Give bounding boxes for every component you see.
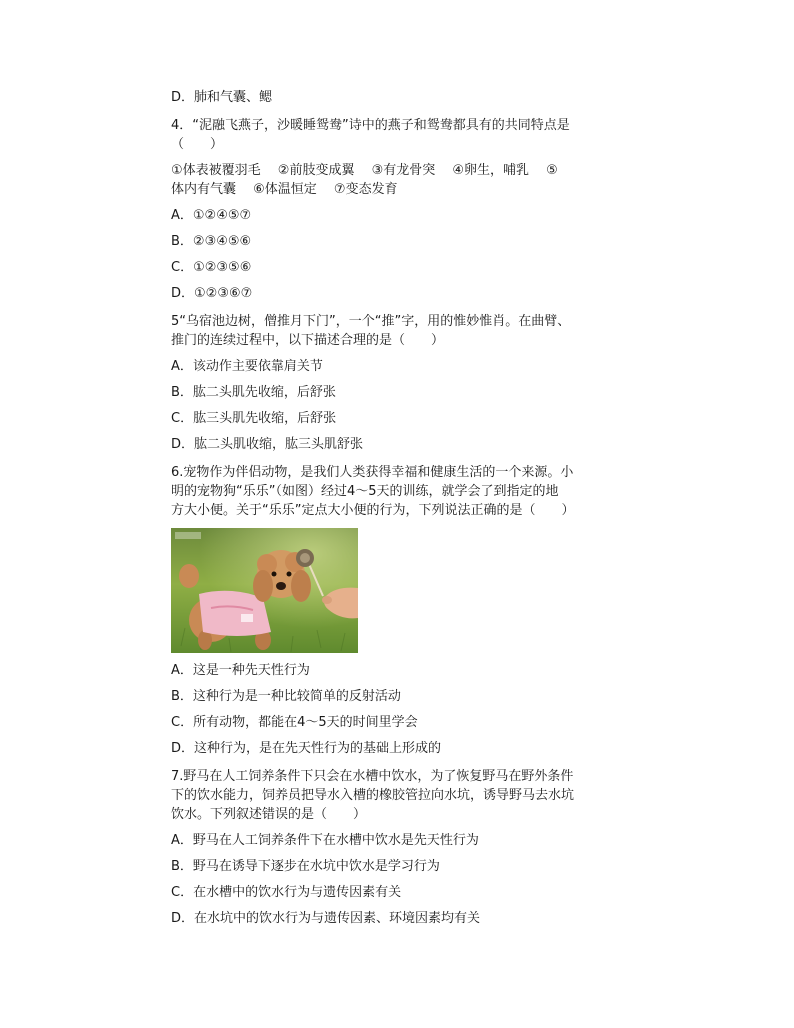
q4-option-b: B．②③④⑤⑥ xyxy=(171,234,252,249)
q5-stem-line2: 推门的连续过程中，以下描述合理的是（ ） xyxy=(171,333,445,348)
q5-option-d: D．肱二头肌收缩，肱三头肌舒张 xyxy=(171,437,364,452)
q5-option-b: B．肱二头肌先收缩，后舒张 xyxy=(171,385,336,400)
q7-option-d: D．在水坑中的饮水行为与遗传因素、环境因素均有关 xyxy=(171,911,481,926)
question-6 xyxy=(171,463,631,758)
q6-stem-line1: 6.宠物作为伴侣动物，是我们人类获得幸福和健康生活的一个来源。小 xyxy=(171,465,574,480)
q6-stem-line2: 明的宠物狗“乐乐”（如图）经过4～5天的训练，就学会了到指定的地 xyxy=(171,484,559,499)
q4-option-a: A．①②④⑤⑦ xyxy=(171,208,252,223)
q4-option-d: D．①②③⑥⑦ xyxy=(171,286,253,301)
q4-traits-line2: 体内有气囊 ⑥体温恒定 ⑦变态发育 xyxy=(171,182,398,197)
q4-option-c: C．①②③⑤⑥ xyxy=(171,260,252,275)
q7-option-a: A．野马在人工饲养条件下在水槽中饮水是先天性行为 xyxy=(171,833,479,848)
q7-stem-line2: 下的饮水能力，饲养员把导水入槽的橡胶管拉向水坑，诱导野马去水坑 xyxy=(171,788,575,803)
question-5 xyxy=(171,312,631,454)
q6-option-d: D．这种行为，是在先天性行为的基础上形成的 xyxy=(171,741,442,756)
q7-option-b: B．野马在诱导下逐步在水坑中饮水是学习行为 xyxy=(171,859,440,874)
q6-option-c: C．所有动物，都能在4～5天的时间里学会 xyxy=(171,715,418,730)
q4-traits-line1: ①体表被覆羽毛 ②前肢变成翼 ③有龙骨突 ④卵生，哺乳 ⑤ xyxy=(171,163,558,178)
q6-option-a: A．这是一种先天性行为 xyxy=(171,663,310,678)
dog-photo xyxy=(171,528,358,653)
question-7 xyxy=(171,767,631,928)
q5-option-c: C．肱三头肌先收缩，后舒张 xyxy=(171,411,337,426)
question-4 xyxy=(171,116,631,303)
q3-option-d: D．肺和气囊、鳃 xyxy=(171,90,273,105)
q5-stem-line1: 5“乌宿池边树，僧推月下门”，一个“推”字，用的惟妙惟肖。在曲臂、 xyxy=(171,314,571,329)
q5-option-a: A．该动作主要依靠肩关节 xyxy=(171,359,323,374)
q6-option-b: B．这种行为是一种比较简单的反射活动 xyxy=(171,689,401,704)
q4-stem-line1: 4．“泥融飞燕子，沙暖睡鸳鸯”诗中的燕子和鸳鸯都具有的共同特点是 xyxy=(171,118,570,133)
q6-stem-line3: 方大小便。关于“乐乐”定点大小便的行为，下列说法正确的是（ ） xyxy=(171,503,575,518)
q4-stem-line2: （ ） xyxy=(171,137,224,152)
q7-stem-line3: 饮水。下列叙述错误的是（ ） xyxy=(171,807,367,822)
exam-page xyxy=(171,88,631,928)
q7-stem-line1: 7.野马在人工饲养条件下只会在水槽中饮水，为了恢复野马在野外条件 xyxy=(171,769,574,784)
q7-option-c: C．在水槽中的饮水行为与遗传因素有关 xyxy=(171,885,402,900)
